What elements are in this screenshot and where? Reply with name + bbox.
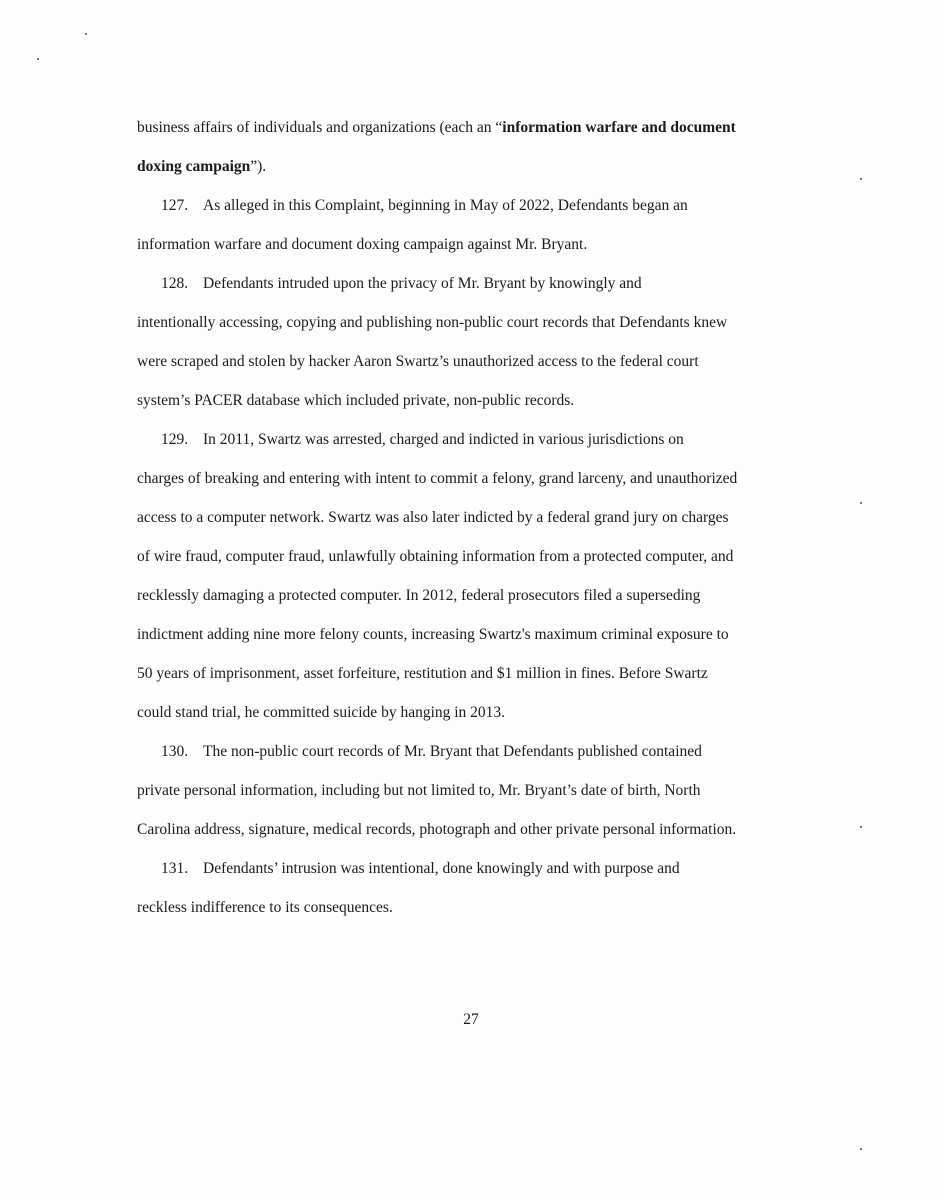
- page-number: 27: [463, 1011, 479, 1028]
- paragraph-129-line-5: recklessly damaging a protected computer. In 2012, federal prosecutors filed a superseding: [137, 587, 701, 604]
- paragraph-number: 130.: [161, 743, 189, 760]
- scan-speck: [37, 58, 39, 60]
- paragraph-number: 129.: [161, 431, 189, 448]
- paragraph-129-line-3: access to a computer network. Swartz was also later indicted by a federal grand jury on charges: [137, 509, 729, 526]
- paragraph-text: Defendants intruded upon the privacy of Mr. Bryant by knowingly and: [203, 275, 642, 292]
- intro-text: business affairs of individuals and organizations (each an “: [137, 119, 503, 136]
- scan-speck: [860, 1148, 862, 1150]
- defined-term: doxing campaign: [137, 158, 251, 175]
- paragraph-text: The non-public court records of Mr. Bryant that Defendants published contained: [203, 743, 702, 760]
- paragraph-128-line-2: intentionally accessing, copying and publishing non-public court records that Defendants knew: [137, 314, 728, 331]
- paragraph-128-line-3: were scraped and stolen by hacker Aaron Swartz’s unauthorized access to the federal court: [137, 353, 699, 370]
- scan-speck: [860, 826, 862, 828]
- paragraph-129-line-2: charges of breaking and entering with intent to commit a felony, grand larceny, and unauthorized: [137, 470, 738, 487]
- defined-term: information warfare and document: [502, 119, 736, 136]
- paragraph-129-line-7: 50 years of imprisonment, asset forfeiture, restitution and $1 million in fines. Before Swartz: [137, 665, 708, 682]
- paragraph-131-line-2: reckless indifference to its consequences.: [137, 899, 393, 916]
- paragraph-number: 131.: [161, 860, 189, 877]
- paragraph-text: As alleged in this Complaint, beginning in May of 2022, Defendants began an: [203, 197, 688, 214]
- paragraph-127-line-1: [161, 196, 688, 216]
- paragraph-129-line-8: could stand trial, he committed suicide by hanging in 2013.: [137, 704, 506, 721]
- paragraph-131-line-1: [161, 859, 680, 879]
- intro-line-1: [137, 118, 736, 138]
- paragraph-128-line-4: system’s PACER database which included private, non-public records.: [137, 392, 575, 409]
- scan-speck: [860, 502, 862, 504]
- intro-line-2: [137, 157, 266, 177]
- paragraph-text: Defendants’ intrusion was intentional, done knowingly and with purpose and: [203, 860, 680, 877]
- paragraph-128-line-1: [161, 274, 642, 294]
- paragraph-129-line-4: of wire fraud, computer fraud, unlawfully obtaining information from a protected computer, and: [137, 548, 734, 565]
- paragraph-129-line-1: [161, 430, 684, 450]
- paragraph-number: 127.: [161, 197, 189, 214]
- scan-speck: [85, 33, 87, 35]
- intro-text: ”).: [250, 158, 267, 175]
- paragraph-130-line-2: private personal information, including but not limited to, Mr. Bryant’s date of birth, North: [137, 782, 701, 799]
- paragraph-text: In 2011, Swartz was arrested, charged and indicted in various jurisdictions on: [203, 431, 684, 448]
- paragraph-130-line-3: Carolina address, signature, medical records, photograph and other private personal information.: [137, 821, 737, 838]
- paragraph-129-line-6: indictment adding nine more felony counts, increasing Swartz's maximum criminal exposure to: [137, 626, 729, 643]
- paragraph-number: 128.: [161, 275, 189, 292]
- paragraph-127-line-2: information warfare and document doxing campaign against Mr. Bryant.: [137, 236, 588, 253]
- scan-speck: [860, 178, 862, 180]
- paragraph-130-line-1: [161, 742, 702, 762]
